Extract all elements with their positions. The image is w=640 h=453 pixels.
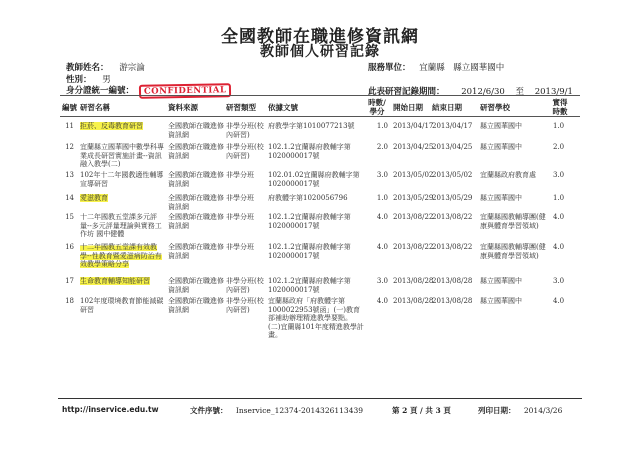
row-17-end: 2013/08/28: [432, 277, 473, 285]
footer-print-date: 2014/3/26: [523, 406, 563, 415]
highlighted-course-text: 拒菸、反毒教育研習: [80, 122, 143, 130]
row-18-start: 2013/08/28: [393, 297, 434, 305]
row-16-no: 16: [65, 243, 74, 251]
footer-rule: [58, 398, 582, 399]
row-12-end: 2013/04/25: [432, 143, 473, 151]
row-12-start: 2013/04/25: [393, 143, 434, 151]
row-17-actual: 3.0: [553, 277, 565, 285]
row-15-course: 十二年國教五堂課多元評量--多元評量理論與實務工作坊 國中健體: [80, 213, 162, 238]
teacher-name: 游宗論: [119, 63, 145, 73]
row-13-type: 非學分班: [226, 171, 254, 179]
row-15-type: 非學分班: [226, 213, 254, 221]
row-15-doc: 102.1.2宜蘭縣府教輔字第1020000017號: [268, 213, 351, 230]
row-16-doc: 102.1.2宜蘭縣府教輔字第1020000017號: [268, 243, 351, 260]
row-18-hours: 4.0: [376, 297, 388, 305]
row-13-no: 13: [65, 171, 74, 179]
footer-print-label: 列印日期：: [478, 406, 516, 415]
footer-url: http://inservice.edu.tw: [62, 405, 159, 414]
row-12-hours: 2.0: [376, 143, 388, 151]
row-11-doc: 府教學字第1010077213號: [268, 122, 355, 130]
row-16-type: 非學分班: [226, 243, 254, 251]
row-18-no: 18: [65, 297, 74, 305]
row-17-source: 全國教師在職進修資訊網: [168, 277, 224, 294]
footer-print: [478, 405, 562, 416]
row-16-course: [80, 243, 166, 269]
row-13-end: 2013/05/02: [432, 171, 473, 179]
highlighted-course-text: 生命教育輔導知能研習: [80, 277, 150, 285]
row-13-start: 2013/05/02: [393, 171, 434, 179]
row-13-course: 102年十二年國教適性輔導宣導研習: [80, 171, 164, 188]
col-header-source: 資料來源: [168, 103, 198, 112]
row-11-type: 非學分班(校內研習): [226, 122, 264, 139]
row-12-source: 全國教師在職進修資訊網: [168, 143, 224, 160]
col-header-doc: 依據文號: [268, 103, 298, 112]
row-18-source: 全國教師在職進修資訊網: [168, 297, 224, 314]
row-11-hours: 1.0: [376, 122, 388, 130]
row-17-course: [80, 277, 166, 286]
highlighted-course-text: 十二年國教五堂課有效教學--性教育暨愛滋病防治有效教學策略分享: [80, 243, 162, 268]
row-12-actual: 2.0: [553, 143, 565, 151]
row-15-no: 15: [65, 213, 74, 221]
row-14-course: [80, 194, 166, 203]
row-16-end: 2013/08/22: [432, 243, 473, 251]
col-header-type: 研習類型: [226, 103, 256, 112]
row-18-doc: 宜蘭縣政府「府教體字第1000022953號函」(一)教育部補助辦理精進教學要點。(二)宜蘭縣101年度精進教學計畫。: [268, 297, 364, 339]
col-header-actual: 實得時數: [552, 98, 568, 116]
row-11-no: 11: [65, 122, 74, 130]
row-14-school: 縣立國華國中: [480, 194, 522, 202]
row-12-doc: 102.1.2宜蘭縣府教輔字第1020000017號: [268, 143, 351, 160]
row-12-course: 宜蘭縣立國華國中數學科專業成長研習實施計畫--資訊融入教學(二): [80, 143, 164, 168]
row-16-hours: 4.0: [376, 243, 388, 251]
row-13-hours: 3.0: [376, 171, 388, 179]
row-15-school: 宜蘭縣國教輔導團(健康與體育學習領域): [480, 213, 546, 230]
row-16-source: 全國教師在職進修資訊網: [168, 243, 224, 260]
id-label: 身分證統一編號：: [66, 86, 135, 96]
row-13-actual: 3.0: [553, 171, 565, 179]
col-header-no: 編號: [62, 103, 77, 112]
row-11-course: [80, 122, 166, 131]
col-header-hours: 時數/學分: [368, 98, 386, 116]
row-17-no: 17: [65, 277, 74, 285]
page-title: 全國教師在職進修資訊網: [221, 27, 419, 47]
row-18-school: 縣立國華國中: [480, 297, 522, 305]
row-16-school: 宜蘭縣國教輔導團(健康與體育學習領域): [480, 243, 546, 260]
row-11-source: 全國教師在職進修資訊網: [168, 122, 224, 139]
row-15-source: 全國教師在職進修資訊網: [168, 213, 224, 230]
row-17-type: 非學分班(校內研習): [226, 277, 264, 294]
row-16-start: 2013/08/22: [393, 243, 434, 251]
footer-page: 第 2 頁 / 共 3 頁: [392, 406, 451, 415]
row-15-actual: 4.0: [553, 213, 565, 221]
row-13-source: 全國教師在職進修資訊網: [168, 171, 224, 188]
row-11-start: 2013/04/17: [393, 122, 434, 130]
row-17-hours: 3.0: [376, 277, 388, 285]
row-11-actual: 1.0: [553, 122, 565, 130]
col-header-course: 研習名稱: [80, 103, 110, 112]
row-14-hours: 1.0: [376, 194, 388, 202]
row-15-start: 2013/08/22: [393, 213, 434, 221]
row-14-actual: 1.0: [553, 194, 565, 202]
row-17-doc: 102.1.2宜蘭縣府教輔字第1020000017號: [268, 277, 351, 294]
row-12-school: 縣立國華國中: [480, 143, 522, 151]
footer-doc-no: Inservice_12374-2014326113439: [235, 406, 364, 415]
row-14-no: 14: [65, 194, 74, 202]
row-18-end: 2013/08/28: [432, 297, 473, 305]
row-17-school: 縣立國華國中: [480, 277, 522, 285]
row-13-doc: 102.01.02宜蘭縣府教輔字第1020000017號: [268, 171, 360, 188]
row-18-course: 102年度環境教育節能減碳研習: [80, 297, 164, 314]
teacher-name-label: 教師姓名：: [66, 63, 109, 73]
col-header-end: 結束日期: [432, 103, 462, 112]
period-separator: 至: [515, 87, 525, 97]
row-11-end: 2013/04/17: [432, 122, 473, 130]
row-14-type: 非學分班: [226, 194, 254, 202]
row-14-end: 2013/05/29: [432, 194, 473, 202]
footer-doc-label: 文件序號：: [190, 406, 228, 415]
row-12-type: 非學分班(校內研習): [226, 143, 264, 160]
row-13-school: 宜蘭縣政府教育處: [480, 171, 536, 179]
period-to: 2013/9/1: [534, 87, 573, 97]
row-18-type: 非學分班(校內研習): [226, 297, 264, 314]
row-12-no: 12: [65, 143, 74, 151]
period-from: 2012/6/30: [461, 87, 505, 97]
row-18-actual: 4.0: [553, 297, 565, 305]
row-15-end: 2013/08/22: [432, 213, 473, 221]
row-11-school: 縣立國華國中: [480, 122, 522, 130]
row-15-hours: 4.0: [376, 213, 388, 221]
row-17-start: 2013/08/28: [393, 277, 434, 285]
page-subtitle: 教師個人研習記錄: [260, 44, 380, 60]
gender-value: 男: [102, 75, 111, 85]
row-16-actual: 4.0: [553, 243, 565, 251]
footer-doc: [190, 405, 363, 416]
highlighted-course-text: 愛滋教育: [80, 194, 108, 202]
unit-value: 宜蘭縣 縣立國華國中: [419, 63, 505, 73]
period-label: 此表研習記錄期間：: [368, 87, 445, 97]
gender-label: 性別：: [66, 75, 92, 85]
col-header-start: 開始日期: [393, 103, 423, 112]
col-header-school: 研習學校: [480, 103, 510, 112]
confidential-stamp: CONFIDENTIAL: [139, 83, 232, 99]
row-14-start: 2013/05/29: [393, 194, 434, 202]
row-14-doc: 府教體字第1020056796: [268, 194, 348, 202]
unit-label: 服務單位：: [368, 63, 411, 73]
row-14-source: 全國教師在職進修資訊網: [168, 194, 224, 211]
